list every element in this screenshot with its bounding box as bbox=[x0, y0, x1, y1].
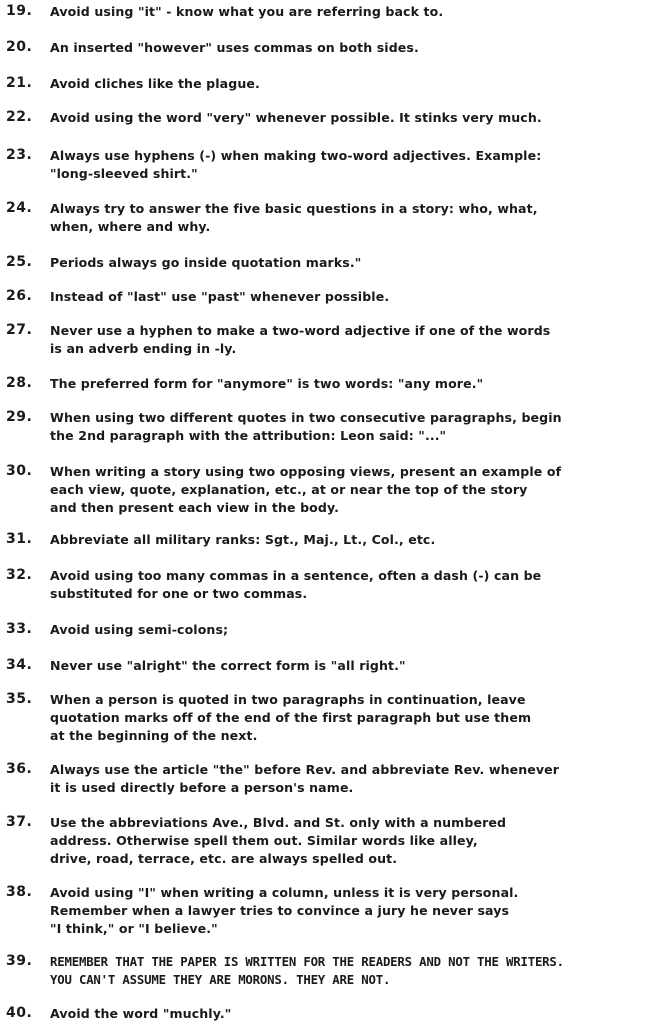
rule-text-line: is an adverb ending in -ly. bbox=[50, 341, 237, 356]
rule-number: 37. bbox=[6, 814, 33, 830]
rule-number: 25. bbox=[6, 254, 33, 270]
rule-text-line: the 2nd paragraph with the attribution: Leon said: "..." bbox=[50, 428, 447, 443]
rule-number: 32. bbox=[6, 567, 33, 583]
rule-text-line: Use the abbreviations Ave., Blvd. and St. only with a numbered bbox=[50, 815, 507, 830]
rule-text-line: An inserted "however" uses commas on both sides. bbox=[50, 40, 419, 55]
rule-text-line: quotation marks off of the end of the first paragraph but use them bbox=[50, 710, 532, 725]
rule-text-line: Never use "alright" the correct form is "all right." bbox=[50, 658, 406, 673]
rule-text-line: Abbreviate all military ranks: Sgt., Maj., Lt., Col., etc. bbox=[50, 532, 436, 547]
rule-text-line: When a person is quoted in two paragraphs in continuation, leave bbox=[50, 692, 526, 707]
rule-number: 38. bbox=[6, 884, 33, 900]
rule-number: 33. bbox=[6, 621, 33, 637]
rule-text bbox=[50, 884, 668, 938]
rule-text-line: The preferred form for "anymore" is two words: "any more." bbox=[50, 376, 484, 391]
rule-text-line: Always use hyphens (-) when making two-word adjectives. Example: bbox=[50, 148, 542, 163]
rule-text bbox=[50, 657, 668, 675]
rule-text-line: When using two different quotes in two consecutive paragraphs, begin bbox=[50, 410, 562, 425]
rule-text bbox=[50, 75, 668, 93]
rule-text-line: Instead of "last" use "past" whenever possible. bbox=[50, 289, 390, 304]
rule-text bbox=[50, 691, 668, 745]
rule-number: 39. bbox=[6, 953, 33, 969]
rule-number: 23. bbox=[6, 147, 33, 163]
rule-number: 34. bbox=[6, 657, 33, 673]
rule-number: 36. bbox=[6, 761, 33, 777]
rule-text-line: Avoid using "it" - know what you are referring back to. bbox=[50, 4, 444, 19]
rule-text-line: substituted for one or two commas. bbox=[50, 586, 308, 601]
rule-text bbox=[50, 621, 668, 639]
rule-number: 31. bbox=[6, 531, 33, 547]
rule-text bbox=[50, 3, 668, 21]
rule-text bbox=[50, 375, 668, 393]
rule-number: 22. bbox=[6, 109, 33, 125]
rule-number: 27. bbox=[6, 322, 33, 338]
rule-text bbox=[50, 953, 668, 989]
rule-text bbox=[50, 254, 668, 272]
rule-text-line: YOU CAN'T ASSUME THEY ARE MORONS. THEY ARE NOT. bbox=[50, 972, 391, 987]
rule-text bbox=[50, 531, 668, 549]
rule-text-line: and then present each view in the body. bbox=[50, 500, 339, 515]
rule-text-line: when, where and why. bbox=[50, 219, 211, 234]
rule-number: 26. bbox=[6, 288, 33, 304]
rule-text-line: Avoid using semi-colons; bbox=[50, 622, 229, 637]
rule-text-line: Avoid using "I" when writing a column, unless it is very personal. bbox=[50, 885, 519, 900]
rule-text-line: Avoid using too many commas in a sentence, often a dash (-) can be bbox=[50, 568, 542, 583]
rule-text-line: Always try to answer the five basic questions in a story: who, what, bbox=[50, 201, 538, 216]
rule-text bbox=[50, 200, 668, 236]
rule-text bbox=[50, 147, 668, 183]
rule-text bbox=[50, 567, 668, 603]
rule-text bbox=[50, 409, 668, 445]
rule-text bbox=[50, 814, 668, 868]
rule-text bbox=[50, 322, 668, 358]
rule-text-line: at the beginning of the next. bbox=[50, 728, 258, 743]
rule-text-line: each view, quote, explanation, etc., at or near the top of the story bbox=[50, 482, 528, 497]
rule-text-line: address. Otherwise spell them out. Similar words like alley, bbox=[50, 833, 478, 848]
rule-text-line: When writing a story using two opposing views, present an example of bbox=[50, 464, 562, 479]
rule-number: 24. bbox=[6, 200, 33, 216]
rule-text-line: Remember when a lawyer tries to convince a jury he never says bbox=[50, 903, 510, 918]
rule-number: 30. bbox=[6, 463, 33, 479]
rule-text-line: "long-sleeved shirt." bbox=[50, 166, 198, 181]
rule-text-line: Avoid the word "muchly." bbox=[50, 1006, 232, 1021]
rule-number: 19. bbox=[6, 3, 33, 19]
rule-text bbox=[50, 39, 668, 57]
rule-text-line: it is used directly before a person's name. bbox=[50, 780, 354, 795]
rule-text-line: Never use a hyphen to make a two-word adjective if one of the words bbox=[50, 323, 551, 338]
rule-number: 35. bbox=[6, 691, 33, 707]
rule-number: 29. bbox=[6, 409, 33, 425]
rule-text-line: REMEMBER THAT THE PAPER IS WRITTEN FOR THE READERS AND NOT THE WRITERS. bbox=[50, 954, 564, 969]
rule-number: 21. bbox=[6, 75, 33, 91]
rule-text-line: Avoid cliches like the plague. bbox=[50, 76, 260, 91]
rule-number: 20. bbox=[6, 39, 33, 55]
rule-number: 40. bbox=[6, 1005, 33, 1021]
rule-number: 28. bbox=[6, 375, 33, 391]
rule-text-line: drive, road, terrace, etc. are always spelled out. bbox=[50, 851, 398, 866]
rule-text bbox=[50, 1005, 668, 1023]
rule-text-line: Avoid using the word "very" whenever possible. It stinks very much. bbox=[50, 110, 542, 125]
rule-text bbox=[50, 288, 668, 306]
rule-text bbox=[50, 109, 668, 127]
rule-text-line: "I think," or "I believe." bbox=[50, 921, 218, 936]
rule-text-line: Periods always go inside quotation marks." bbox=[50, 255, 362, 270]
rule-text bbox=[50, 761, 668, 797]
rule-text bbox=[50, 463, 668, 517]
rule-text-line: Always use the article "the" before Rev. and abbreviate Rev. whenever bbox=[50, 762, 560, 777]
